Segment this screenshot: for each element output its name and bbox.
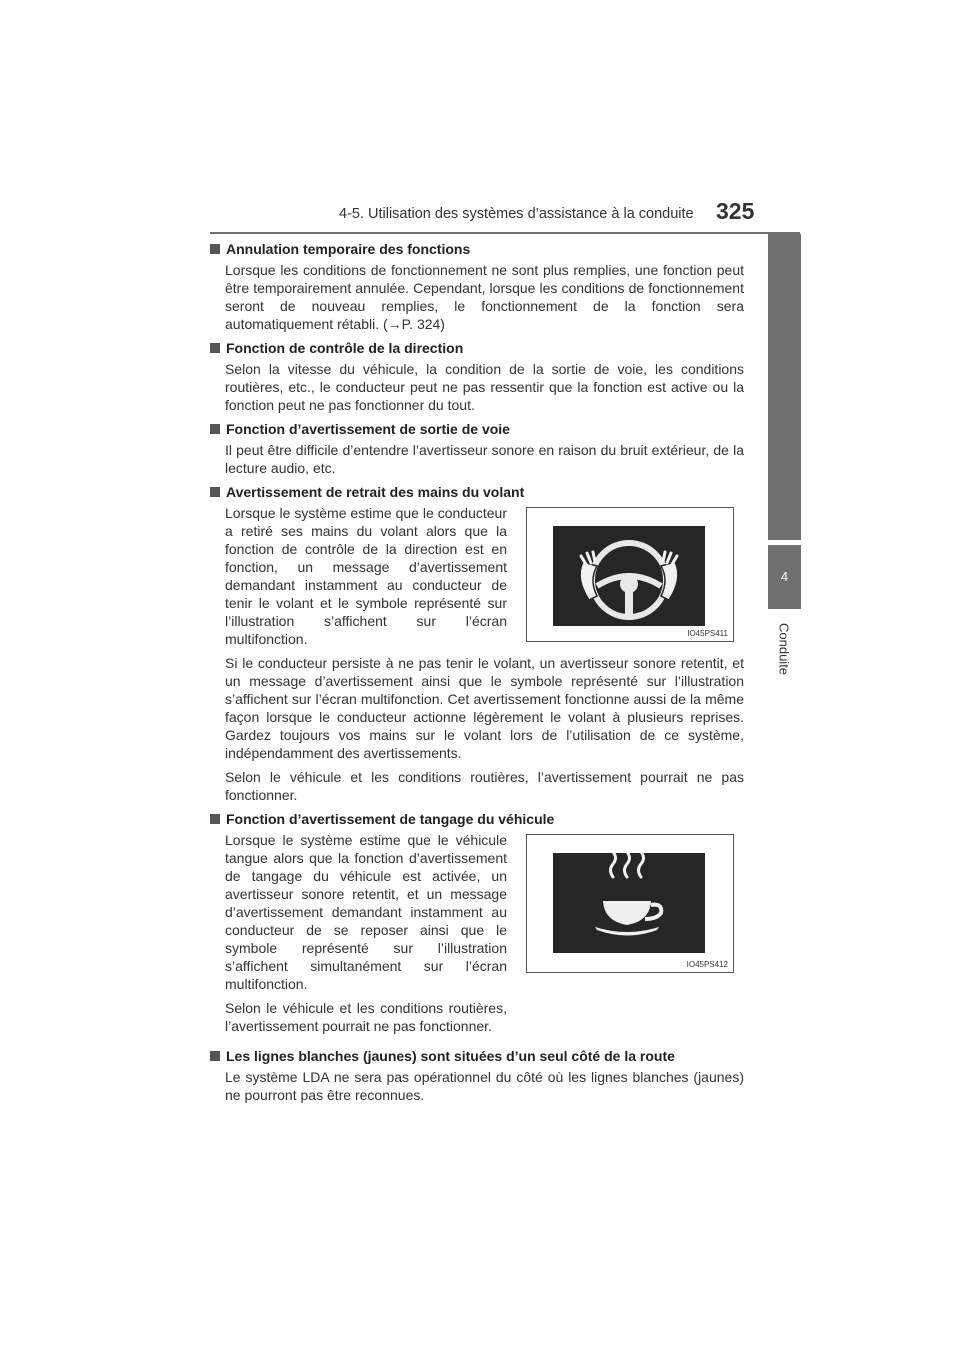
side-tab-bar: [768, 234, 801, 540]
bullet-square-icon: [210, 814, 220, 824]
header-rule: [210, 232, 800, 234]
illustration-coffee-cup: [526, 834, 734, 973]
section-vehicle-sway-warning: [210, 810, 744, 1041]
multi-display-screen: [553, 526, 705, 626]
section-lines-one-side: [210, 1047, 744, 1104]
header-title: 4-5. Utilisation des systèmes d’assistance à la conduite: [339, 206, 694, 222]
paragraph: Selon la vitesse du véhicule, la condition de la sortie de voie, les conditions routières, etc., le conducteur peut ne pas ressentir que la fonction est active ou la fonction peut ne pas fonctionner du tout.: [225, 361, 744, 413]
bullet-square-icon: [210, 244, 220, 254]
section-heading: Avertissement de retrait des mains du volant: [226, 484, 525, 500]
section-steering-control: [210, 339, 744, 414]
figure-code: IO45PS411: [687, 629, 728, 638]
section-heading: Les lignes blanches (jaunes) sont situées d’un seul côté de la route: [226, 1048, 675, 1064]
figure-code: IO45PS412: [686, 960, 728, 969]
steering-wheel-hands-icon: [553, 526, 705, 626]
section-heading: Fonction de contrôle de la direction: [226, 340, 464, 356]
paragraph: Lorsque le système estime que le véhicule tangue alors que la fonction d’avertissement de tangage du véhicule est activée, un avertisseur sonore retentit, et un message d’avertissement demandant instamment au conducteur de se reposer ainsi que le symbole représenté sur l’illustration s’affichent simultanément sur l’écran multifonction.: [225, 832, 507, 992]
page-content: [210, 240, 744, 1110]
bullet-square-icon: [210, 424, 220, 434]
paragraph: Si le conducteur persiste à ne pas tenir le volant, un avertisseur sonore retentit, et un message d’avertissement ainsi que le symbole représenté sur l’illustration s’affichent sur l’écran multifonction. Cet avertissement fonctionne aussi de la même façon lorsque le conducteur actionne légèrement le volant à plusieurs reprises. Gardez toujours vos mains sur le volant lors de l’utilisation de ce système, indépendamment des avertissements.: [225, 655, 744, 761]
section-hands-off-warning: [210, 483, 744, 804]
paragraph: Selon le véhicule et les conditions routières, l’avertissement pourrait ne pas fonctionner.: [225, 769, 744, 803]
chapter-number-tab: 4: [768, 545, 801, 609]
section-temporary-cancellation: [210, 240, 744, 333]
paragraph: Selon le véhicule et les conditions routières, l’avertissement pourrait ne pas fonctionner.: [225, 1000, 507, 1034]
illustration-hands-off: [526, 507, 734, 642]
paragraph: Il peut être difficile d’entendre l’avertisseur sonore en raison du bruit extérieur, de la lecture audio, etc.: [225, 442, 744, 476]
bullet-square-icon: [210, 487, 220, 497]
section-heading: Annulation temporaire des fonctions: [226, 241, 471, 257]
page-number: 325: [716, 198, 755, 224]
section-lane-departure-warning: [210, 420, 744, 477]
multi-display-screen: [553, 853, 705, 953]
paragraph: Lorsque le système estime que le conducteur a retiré ses mains du volant alors que la fonction de contrôle de la direction est en fonction, un message d’avertissement demandant instamment au conducteur de tenir le volant et le symbole représenté sur l’illustration s’affichent sur l’écran multifonction.: [225, 505, 507, 647]
section-heading: Fonction d’avertissement de tangage du véhicule: [226, 811, 555, 827]
section-heading: Fonction d’avertissement de sortie de voie: [226, 421, 510, 437]
paragraph: Le système LDA ne sera pas opérationnel du côté où les lignes blanches (jaunes) ne pourront pas être reconnues.: [225, 1069, 744, 1103]
bullet-square-icon: [210, 343, 220, 353]
bullet-square-icon: [210, 1051, 220, 1061]
chapter-label: Conduite: [776, 622, 792, 676]
coffee-cup-icon: [553, 853, 705, 953]
paragraph: Lorsque les conditions de fonctionnement ne sont plus remplies, une fonction peut être temporairement annulée. Cependant, lorsque les conditions de fonctionnement seront de nouveau remplies, le fonctionnement de la fonction sera automatiquement rétabli. (→P. 324): [225, 262, 744, 332]
